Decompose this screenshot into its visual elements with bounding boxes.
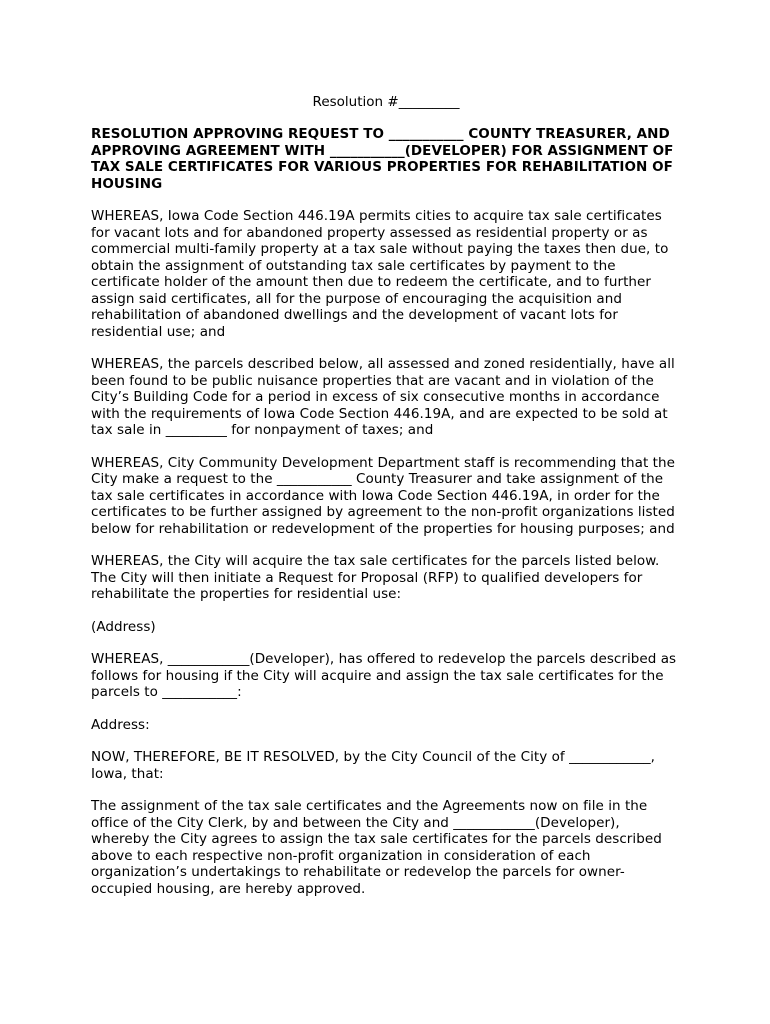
document-page	[91, 93, 681, 913]
paragraph-whereas-parcels: WHEREAS, the parcels described below, all assessed and zoned residentially, have all been found to be public nuisance properties that are vacant and in violation of the City’s Building Code for a period in excess of six consecutive months in accordance with the requirements of Iowa Code Section 446.19A, and are expected to be sold at tax sale in _________ for nonpayment of taxes; and	[91, 356, 675, 438]
paragraph-resolved: NOW, THEREFORE, BE IT RESOLVED, by the City Council of the City of ____________, Iowa, that:	[91, 749, 656, 782]
paragraph-whereas-staff-recommendation: WHEREAS, City Community Development Department staff is recommending that the City make a request to the ___________ County Treasurer and take assignment of the tax sale certificates in accordance with Iowa Code Section 446.19A, in order for the certificates to be further assigned by agreement to the non-profit organizations listed below for rehabilitation or redevelopment of the properties for housing purposes; and	[91, 454, 675, 537]
paragraph-address-label: Address:	[91, 716, 150, 733]
paragraph-assignment-approved: The assignment of the tax sale certificates and the Agreements now on file in the office of the City Clerk, by and between the City and ____________(Developer), whereby the City agrees to assign the tax sale certificates for the parcels described above to each respective non-profit organization in consideration of each organization’s undertakings to rehabilitate or redevelop the parcels for owner-occupied housing, are hereby approved.	[91, 798, 662, 897]
paragraph-address-placeholder: (Address)	[91, 618, 156, 635]
resolution-number: Resolution #_________	[312, 94, 460, 110]
resolution-title: RESOLUTION APPROVING REQUEST TO ___________ COUNTY TREASURER, AND APPROVING AGREEMENT WITH ___________(DEVELOPER) FOR ASSIGNMENT OF TAX SALE CERTIFICATES FOR VARIOUS PROPERTIES FOR REHABILITATION OF HOUSING	[91, 126, 674, 192]
paragraph-whereas-rfp: WHEREAS, the City will acquire the tax sale certificates for the parcels listed below. The City will then initiate a Request for Proposal (RFP) to qualified developers for rehabilitate the properties for residential use:	[91, 553, 660, 602]
paragraph-whereas-code-section: WHEREAS, Iowa Code Section 446.19A permits cities to acquire tax sale certificates for vacant lots and for abandoned property assessed as residential property or as commercial multi-family property at a tax sale without paying the taxes then due, to obtain the assignment of outstanding tax sale certificates by payment to the certificate holder of the amount then due to redeem the certificate, and to further assign said certificates, all for the purpose of encouraging the acquisition and rehabilitation of abandoned dwellings and the development of vacant lots for residential use; and	[91, 208, 669, 340]
paragraph-whereas-developer: WHEREAS, ____________(Developer), has offered to redevelop the parcels described as follows for housing if the City will acquire and assign the tax sale certificates for the parcels to ___________:	[91, 651, 677, 700]
